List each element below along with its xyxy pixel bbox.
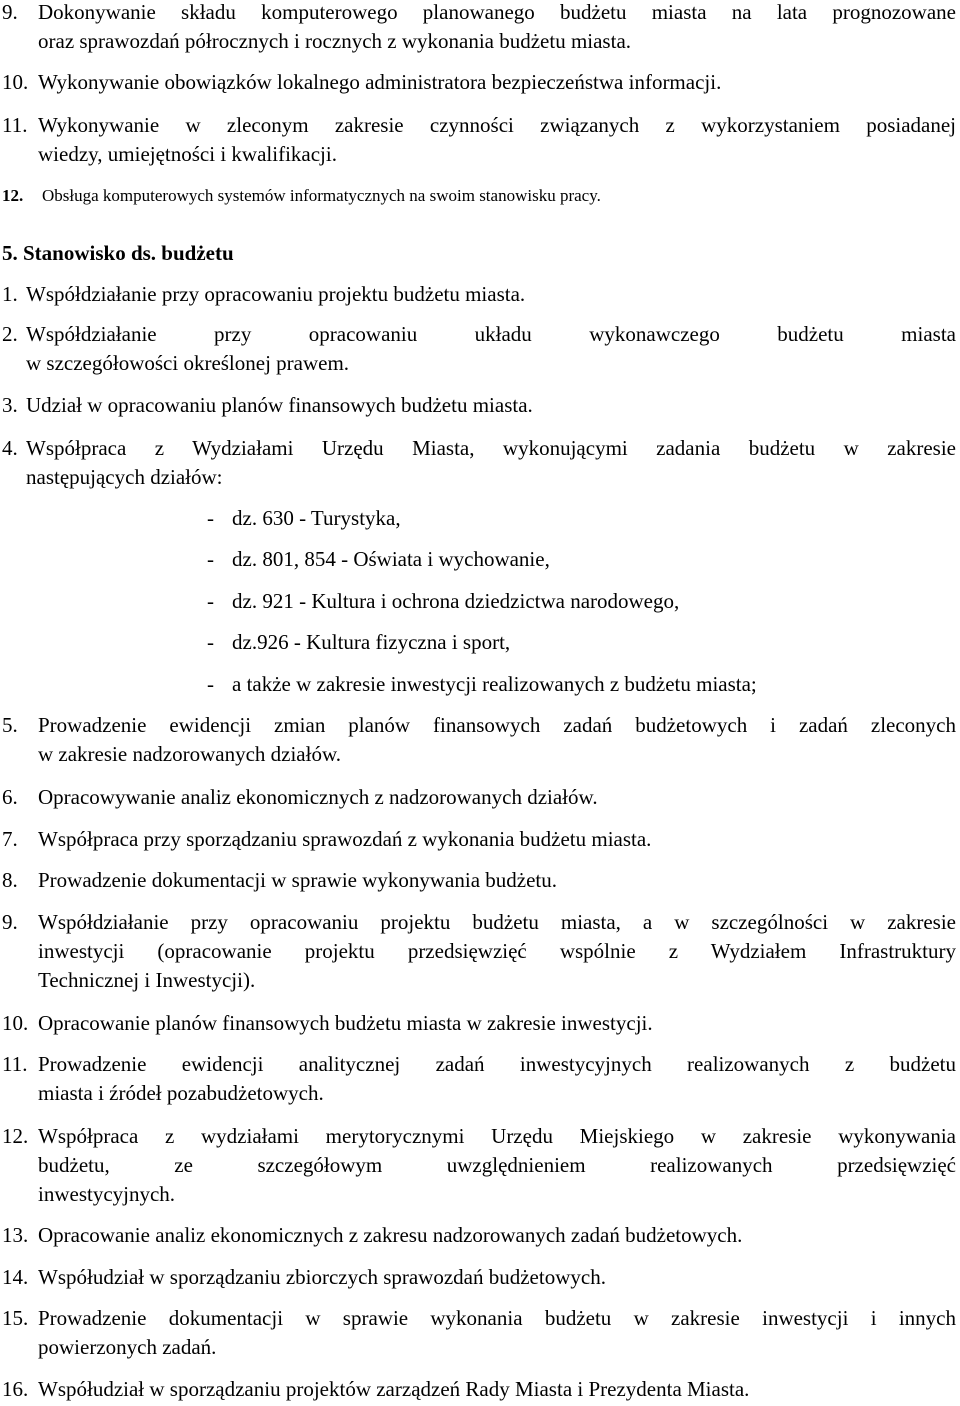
item-line: Opracowywanie analiz ekonomicznych z nadzorowanych działów. (38, 785, 598, 809)
item-line: powierzonych zadań. (38, 1335, 217, 1359)
item-line: Wykonywanie obowiązków lokalnego administratora bezpieczeństwa informacji. (38, 70, 722, 94)
list-item (0, 70, 958, 100)
item-line: Współpraca z wydziałami merytorycznymi Urzędu Miejskiego w zakresie wykonywania (38, 1124, 956, 1148)
item-line: dz.926 - Kultura fizyczna i sport, (232, 630, 511, 654)
item-line: Wykonywanie w zleconym zakresie czynności związanych z wykorzystaniem posiadanej (38, 113, 956, 137)
item-number: 7. (2, 827, 18, 851)
dash-list-item (0, 589, 958, 619)
item-line: Prowadzenie dokumentacji w sprawie wykonania budżetu w zakresie inwestycji i innych (38, 1306, 956, 1330)
item-number: 2. (2, 322, 18, 346)
dash-bullet: - (207, 547, 214, 571)
list-item (0, 0, 958, 58)
dash-list-item (0, 506, 958, 536)
item-line: Obsługa komputerowych systemów informatycznych na swoim stanowisku pracy. (42, 186, 601, 205)
item-number: 12. (2, 186, 24, 205)
item-line: w zakresie nadzorowanych działów. (38, 742, 342, 766)
item-line: wiedzy, umiejętności i kwalifikacji. (38, 142, 337, 166)
item-line: Prowadzenie dokumentacji w sprawie wykonywania budżetu. (38, 868, 558, 892)
item-number: 12. (2, 1124, 29, 1148)
item-number: 10. (2, 70, 29, 94)
list-item (0, 1306, 958, 1364)
list-item (0, 1223, 958, 1253)
list-item (0, 113, 958, 171)
item-line: miasta i źródeł pozabudżetowych. (38, 1081, 324, 1105)
list-item (0, 436, 958, 494)
item-number: 16. (2, 1377, 29, 1401)
item-number: 4. (2, 436, 18, 460)
item-line: Współdziałanie przy opracowaniu układu wykonawczego budżetu miasta (26, 322, 956, 346)
dash-bullet: - (207, 630, 214, 654)
item-number: 13. (2, 1223, 29, 1247)
item-line: Technicznej i Inwestycji). (38, 968, 256, 992)
list-item (0, 282, 958, 312)
list-item (0, 868, 958, 898)
item-line: Współdziałanie przy opracowaniu projektu budżetu miasta, a w szczególności w zakresie (38, 910, 956, 934)
list-item (0, 713, 958, 771)
item-line: oraz sprawozdań półrocznych i rocznych z wykonania budżetu miasta. (38, 29, 632, 53)
dash-bullet: - (207, 589, 214, 613)
item-line: Współudział w sporządzaniu zbiorczych sprawozdań budżetowych. (38, 1265, 606, 1289)
list-item (0, 1052, 958, 1110)
item-line: następujących działów: (26, 465, 223, 489)
item-number: 11. (2, 113, 28, 137)
item-number: 1. (2, 282, 18, 306)
item-line: Opracowanie analiz ekonomicznych z zakresu nadzorowanych zadań budżetowych. (38, 1223, 743, 1247)
item-number: 11. (2, 1052, 28, 1076)
list-item (0, 1377, 958, 1406)
item-line: dz. 921 - Kultura i ochrona dziedzictwa narodowego, (232, 589, 680, 613)
item-number: 9. (2, 0, 18, 24)
list-item (0, 827, 958, 857)
item-number: 5. (2, 713, 18, 737)
list-item (0, 393, 958, 423)
item-line: Dokonywanie składu komputerowego planowanego budżetu miasta na lata prognozowane (38, 0, 956, 24)
item-number: 8. (2, 868, 18, 892)
dash-bullet: - (207, 506, 214, 530)
list-item (0, 910, 958, 997)
item-line: dz. 630 - Turystyka, (232, 506, 401, 530)
list-item (0, 1265, 958, 1295)
item-line: Współpraca przy sporządzaniu sprawozdań z wykonania budżetu miasta. (38, 827, 652, 851)
section-heading: 5. Stanowisko ds. budżetu (2, 241, 234, 265)
item-number: 9. (2, 910, 18, 934)
list-item (0, 322, 958, 380)
item-number: 15. (2, 1306, 29, 1330)
list-item (0, 186, 958, 212)
item-line: inwestycji (opracowanie projektu przedsięwzięć wspólnie z Wydziałem Infrastruktury (38, 939, 956, 963)
dash-list-item (0, 547, 958, 577)
item-line: a także w zakresie inwestycji realizowanych z budżetu miasta; (232, 672, 757, 696)
item-number: 3. (2, 393, 18, 417)
dash-list-item (0, 630, 958, 660)
dash-bullet: - (207, 672, 214, 696)
item-line: Współdziałanie przy opracowaniu projektu budżetu miasta. (26, 282, 526, 306)
item-line: dz. 801, 854 - Oświata i wychowanie, (232, 547, 550, 571)
list-item (0, 785, 958, 815)
item-number: 14. (2, 1265, 29, 1289)
list-item (0, 1124, 958, 1211)
item-line: Prowadzenie ewidencji zmian planów finansowych zadań budżetowych i zadań zleconych (38, 713, 956, 737)
item-line: Opracowanie planów finansowych budżetu miasta w zakresie inwestycji. (38, 1011, 653, 1035)
item-line: Udział w opracowaniu planów finansowych budżetu miasta. (26, 393, 533, 417)
item-number: 6. (2, 785, 18, 809)
item-line: Współpraca z Wydziałami Urzędu Miasta, wykonującymi zadania budżetu w zakresie (26, 436, 956, 460)
item-line: Prowadzenie ewidencji analitycznej zadań inwestycyjnych realizowanych z budżetu (38, 1052, 956, 1076)
item-line: w szczegółowości określonej prawem. (26, 351, 350, 375)
list-item (0, 1011, 958, 1041)
item-number: 10. (2, 1011, 29, 1035)
item-line: inwestycyjnych. (38, 1182, 176, 1206)
item-line: Współudział w sporządzaniu projektów zarządzeń Rady Miasta i Prezydenta Miasta. (38, 1377, 750, 1401)
dash-list-item (0, 672, 958, 702)
item-line: budżetu, ze szczegółowym uwzględnieniem realizowanych przedsięwzięć (38, 1153, 956, 1177)
